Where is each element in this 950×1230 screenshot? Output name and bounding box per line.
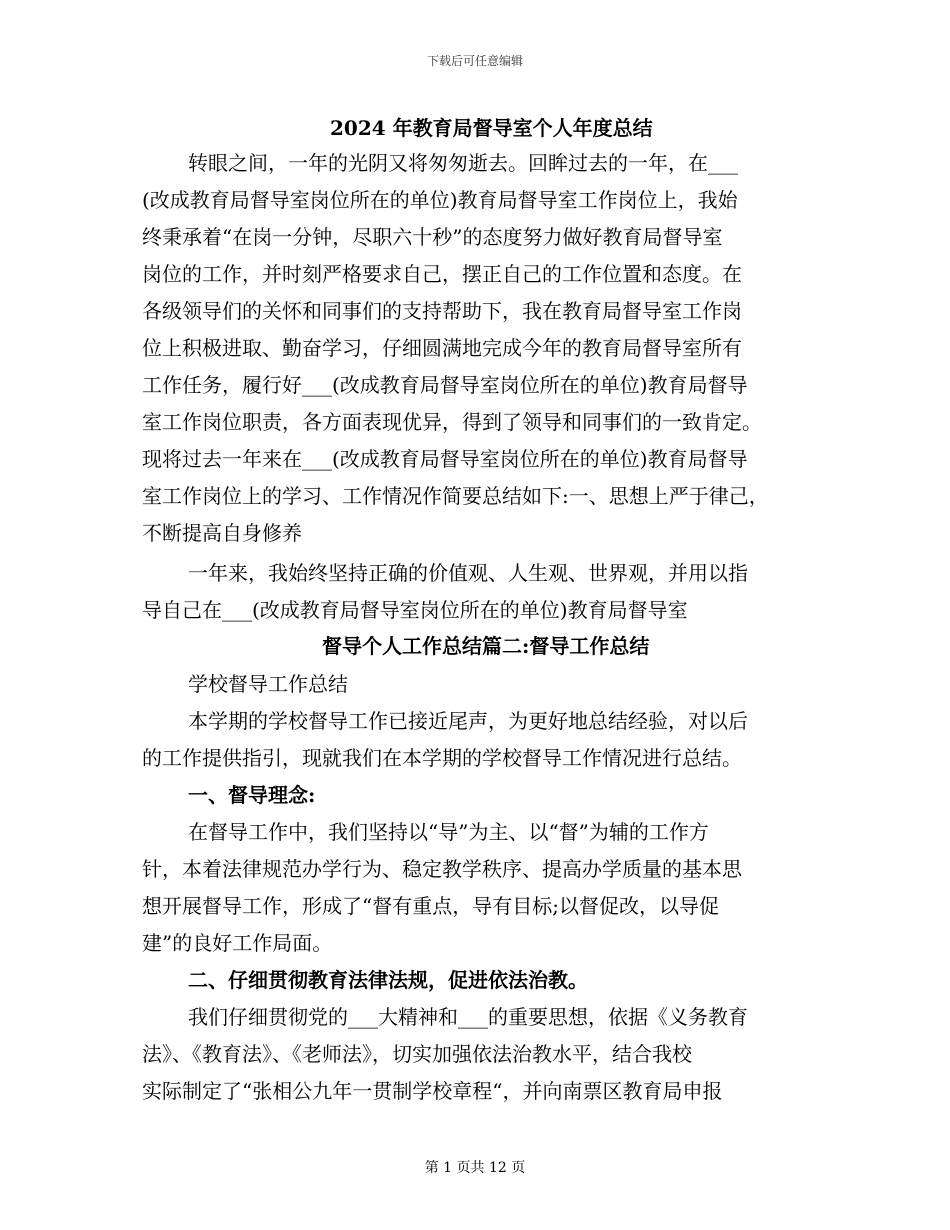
paragraph-line: 不断提高自身修养 [142,521,302,545]
paragraph-line: 实际制定了“张相公九年一贯制学校章程“，并向南票区教育局申报 [142,1079,723,1103]
section-heading: 二、仔细贯彻教育法律法规，促进依法治教。 [188,968,588,992]
paragraph-line: 一年来，我始终坚持正确的价值观、人生观、世界观，并用以指 [188,561,748,585]
paragraph-line: 终秉承着“在岗一分钟，尽职六十秒”的态度努力做好教育局督导室 [142,225,723,249]
paragraph-line: 学校督导工作总结 [188,672,348,696]
paragraph-line: 我们仔细贯彻党的___大精神和___的重要思想，依据《义务教育 [188,1005,748,1029]
paragraph-line: 岗位的工作，并时刻严格要求自己，摆正自己的工作位置和态度。在 [142,262,742,286]
paragraph-line: 的工作提供指引，现就我们在本学期的学校督导工作情况进行总结。 [142,746,742,770]
paragraph-line: 室工作岗位职责，各方面表现优异，得到了领导和同事们的一致肯定。 [142,410,762,434]
paragraph-line: 室工作岗位上的学习、工作情况作简要总结如下:一、思想上严于律己， [142,484,769,508]
paragraph-line: 在督导工作中，我们坚持以“导”为主、以“督”为辅的工作方 [188,820,709,844]
paragraph-line: 针，本着法律规范办学行为、稳定教学秩序、提高办学质量的基本思 [142,857,742,881]
section-heading: 一、督导理念: [188,783,316,807]
paragraph-line: 导自己在___(改成教育局督导室岗位所在的单位)教育局督导室 [142,598,688,622]
paragraph-line: (改成教育局督导室岗位所在的单位)教育局督导室工作岗位上，我始 [142,188,738,212]
page-footer: 第 1 页共 12 页 [424,1160,526,1176]
paragraph-line: 各级领导们的关怀和同事们的支持帮助下，我在教育局督导室工作岗 [142,299,742,323]
page-header: 下载后可任意编辑 [426,54,523,68]
paragraph-line: 现将过去一年来在___(改成教育局督导室岗位所在的单位)教育局督导 [142,447,748,471]
paragraph-line: 工作任务，履行好___(改成教育局督导室岗位所在的单位)教育局督导 [142,373,748,397]
paragraph-line: 位上积极进取、勤奋学习，仔细圆满地完成今年的教育局督导室所有 [142,336,742,360]
paragraph-line: 转眼之间，一年的光阴又将匆匆逝去。回眸过去的一年，在___ [188,151,738,175]
paragraph-line: 本学期的学校督导工作已接近尾声，为更好地总结经验，对以后 [188,709,748,733]
paragraph-line: 想开展督导工作，形成了“督有重点，导有目标;以督促改，以导促 [142,894,719,918]
section-title: 督导个人工作总结篇二:督导工作总结 [322,634,650,658]
section-title: 2024 年教育局督导室个人年度总结 [330,116,653,140]
paragraph-line: 建”的良好工作局面。 [142,931,333,955]
paragraph-line: 法》、《教育法》、《老师法》，切实加强依法治教水平，结合我校 [142,1042,692,1066]
